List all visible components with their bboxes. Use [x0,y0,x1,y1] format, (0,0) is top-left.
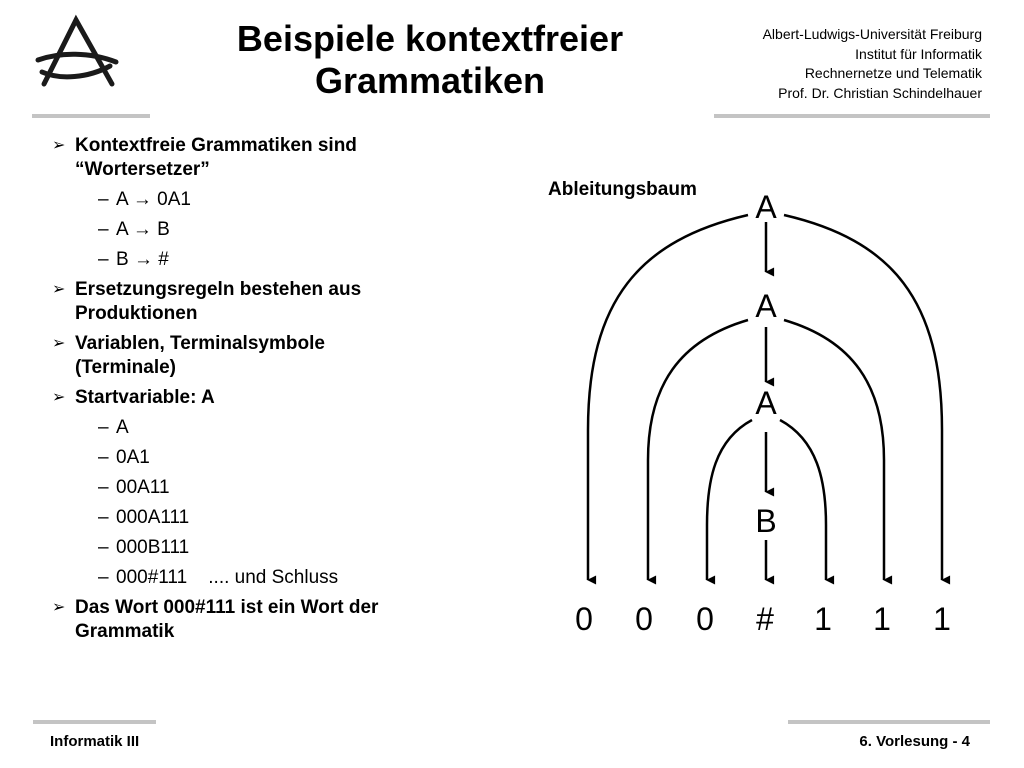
divider [788,720,990,724]
tree-node: B [755,503,777,539]
tree-leaf: 1 [933,601,951,637]
sub-bullet-dash: – [98,219,109,240]
tree-leaf: 0 [575,601,593,637]
university-logo-icon [30,12,126,96]
bullet-item: ➢ Variablen, Terminalsymbole (Terminale) [52,333,325,378]
grammar-rule: A → 0A1 [116,189,191,210]
footer-course: Informatik III [50,733,140,750]
tree-edge [784,320,884,580]
bullet-arrow-icon: ➢ [52,389,66,406]
sub-bullet-dash: – [98,537,109,558]
tree-leaf: 1 [814,601,832,637]
institution-line: Prof. Dr. Christian Schindelhauer [778,84,982,101]
sub-bullet-dash: – [98,507,109,528]
sub-bullet-dash: – [98,477,109,498]
sub-bullet-item [52,566,472,590]
bullet-arrow-icon: ➢ [52,281,66,298]
sub-bullet-dash: – [98,189,109,210]
bullet-item: ➢ Startvariable: A [52,387,215,408]
tree-edge [780,420,826,580]
title-line-1: Beispiele kontextfreier [236,18,624,59]
tree-edge [648,320,748,580]
page-title [170,18,690,102]
sub-bullet-item [52,248,472,272]
derivation-step: 000#111 .... und Schluss [116,567,339,588]
sub-bullet-dash: – [98,417,109,438]
bullet-item: ➢ Ersetzungsregeln bestehen aus Produktionen [52,279,362,324]
bullet-arrow-icon: ➢ [52,137,66,154]
grammar-rule: B → # [116,249,169,270]
bullet-arrow-icon: ➢ [52,335,66,352]
tree-edge [707,420,752,580]
divider [714,114,990,118]
sub-bullet-item [52,536,472,560]
tree-node: A [755,288,777,324]
derivation-tree [560,180,980,650]
sub-bullet-item [52,416,472,440]
bullet-item: ➢ Kontextfreie Grammatiken sind “Wortersetzer” [52,135,357,180]
tree-label: Ableitungsbaum [548,179,697,200]
sub-bullet-dash: – [98,249,109,270]
tree-leaf: 0 [696,601,714,637]
sub-bullet-item [52,218,472,242]
tree-leaf: 1 [873,601,891,637]
grammar-rule: A → B [116,219,170,240]
tree-leaf: # [756,601,774,637]
tree-node: A [755,385,777,421]
bullet-list [52,134,472,650]
footer-page-number: 6. Vorlesung - 4 [859,733,970,750]
bullet-item: ➢ Das Wort 000#111 ist ein Wort der Grammatik [52,597,379,642]
sub-bullet-item [52,446,472,470]
institution-block [682,25,982,103]
derivation-step: 000B111 [116,537,190,558]
derivation-step: A [116,417,129,438]
sub-bullet-item [52,188,472,212]
sub-bullet-item [52,476,472,500]
title-line-2: Grammatiken [314,60,546,101]
derivation-step: 0A1 [116,447,150,468]
sub-bullet-dash: – [98,567,109,588]
tree-node: A [755,189,777,225]
institution-line: Albert-Ludwigs-Universität Freiburg [762,26,982,42]
sub-bullet-dash: – [98,447,109,468]
sub-bullet-item [52,506,472,530]
tree-leaf: 0 [635,601,653,637]
derivation-step: 00A11 [116,477,170,498]
bullet-arrow-icon: ➢ [52,599,66,616]
derivation-step: 000A111 [116,507,190,528]
divider [32,114,150,118]
divider [33,720,156,724]
tree-edge [784,215,942,580]
tree-edge [588,215,748,580]
institution-line: Institut für Informatik [855,45,982,62]
institution-line: Rechnernetze und Telematik [804,65,982,81]
